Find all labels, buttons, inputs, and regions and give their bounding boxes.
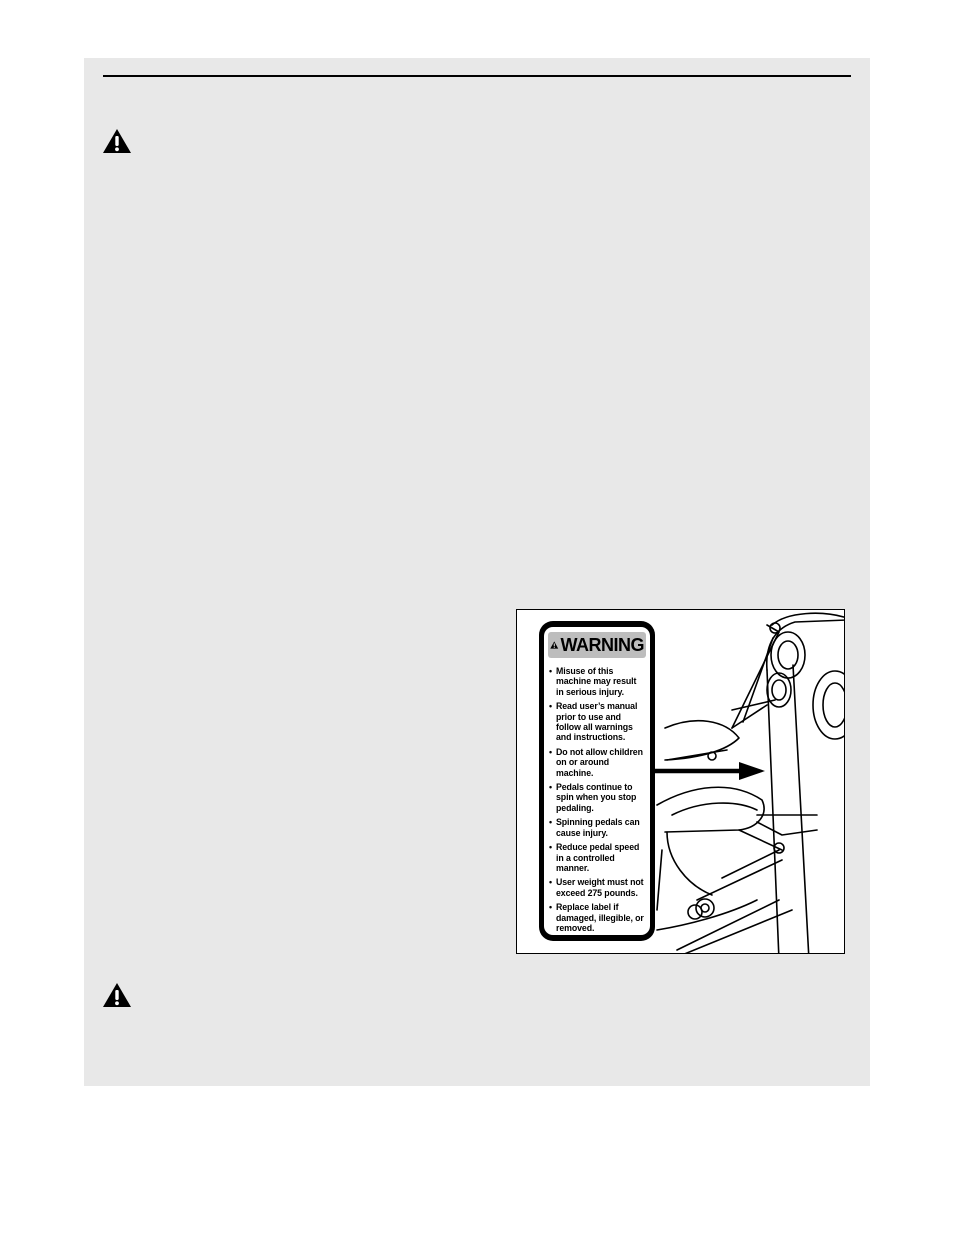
warning-label-item: • Replace label if damaged, illegible, or removed. — [548, 902, 646, 933]
warning-label-item: • Read user’s manual prior to use and follow all warnings and instructions. — [548, 701, 646, 743]
warning-label-header — [548, 632, 646, 658]
warning-icon — [102, 128, 132, 154]
warning-label-item: • Misuse of this machine may result in serious injury. — [548, 666, 646, 697]
warning-label-item: • Do not allow children on or around machine. — [548, 747, 646, 778]
warning-icon — [102, 982, 132, 1008]
warning-label-item: • Spinning pedals can cause injury. — [548, 817, 646, 838]
header-rule — [103, 75, 851, 77]
warning-label-body — [544, 627, 650, 935]
warning-label-title: WARNING — [560, 634, 644, 655]
warning-label-figure — [516, 609, 845, 954]
warning-label-item: • Pedals continue to spin when you stop pedaling. — [548, 782, 646, 813]
warning-label-list — [548, 666, 646, 933]
warning-label-triangle-icon — [550, 638, 559, 652]
warning-label-item: • User weight must not exceed 275 pounds. — [548, 877, 646, 898]
warning-label — [539, 621, 655, 941]
warning-label-item: • Reduce pedal speed in a controlled manner. — [548, 842, 646, 873]
